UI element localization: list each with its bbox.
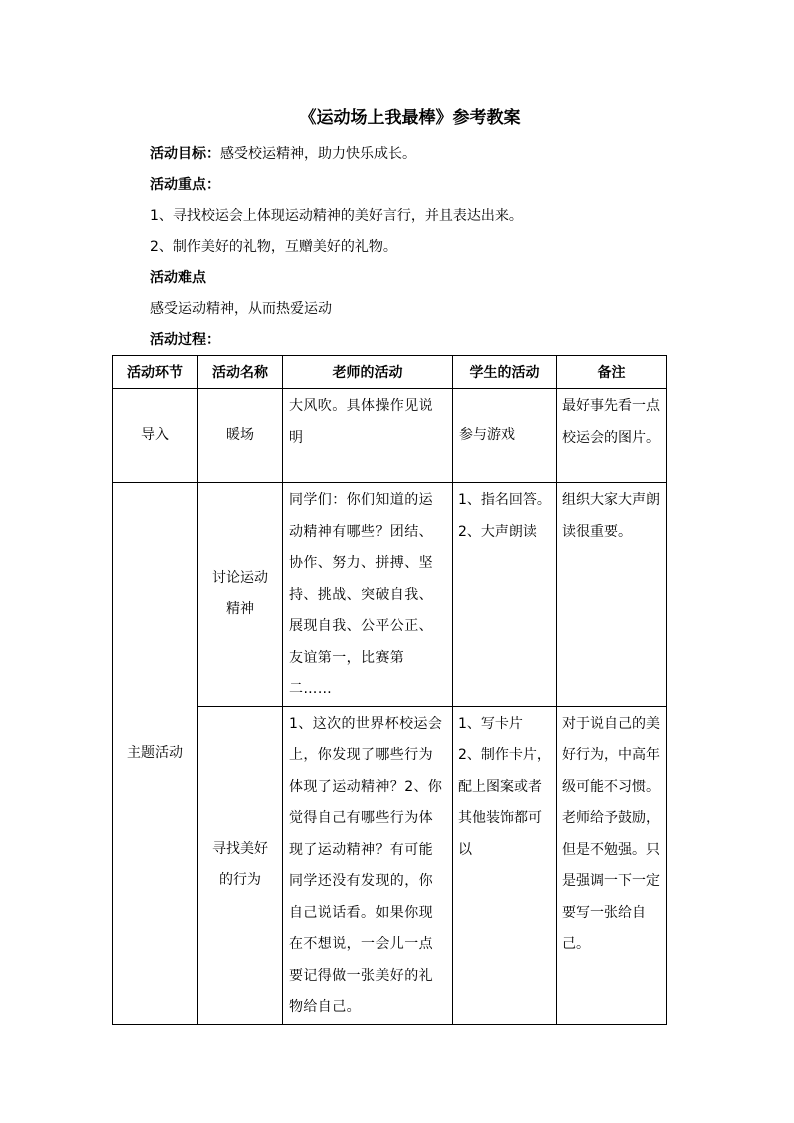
row3-name-text: 寻找美好的行为 xyxy=(212,840,268,888)
header-student: 学生的活动 xyxy=(453,356,557,389)
row3-student-line-1: 1、写卡片 xyxy=(458,715,523,732)
goal-label: 活动目标： xyxy=(150,146,220,162)
table-header-row xyxy=(113,356,667,389)
row2-student-line-1: 1、指名回答。 xyxy=(458,492,551,508)
row1-teacher: 大风吹。具体操作见说明 xyxy=(283,389,453,483)
goal-line xyxy=(150,143,416,165)
row3-note: 对于说自己的美好行为，中高年级可能不习惯。老师给予鼓励，但是不勉强。只是强调一下一定要写一张给自己。 xyxy=(557,706,667,1024)
row1-student-text: 参与游戏 xyxy=(459,426,515,443)
header-name: 活动名称 xyxy=(198,356,283,389)
row2-stage xyxy=(113,483,198,1025)
row3-student xyxy=(453,706,557,1024)
row1-stage xyxy=(113,389,198,483)
row2-name-text: 讨论运动精神 xyxy=(212,569,268,618)
header-teacher: 老师的活动 xyxy=(283,356,453,389)
difficulty-label: 活动难点 xyxy=(150,270,206,286)
row2-student-line-2: 2、大声朗读 xyxy=(458,523,537,540)
row1-student xyxy=(453,389,557,483)
activity-table xyxy=(112,355,667,1025)
process-label: 活动过程： xyxy=(150,332,220,348)
focus-item-1: 1、寻找校运会上体现运动精神的美好言行，并且表达出来。 xyxy=(150,208,523,224)
row3-teacher: 1、这次的世界杯校运会上，你发现了哪些行为体现了运动精神？2、你觉得自己有哪些行为体现了运动精神？有可能同学还没有发现的，你自己说话看。如果你现在不想说，一会儿一点要记得做一张美好的礼物给自己。 xyxy=(283,706,453,1024)
focus-item-2: 2、制作美好的礼物，互赠美好的礼物。 xyxy=(150,239,397,255)
row2-note: 组织大家大声朗读很重要。 xyxy=(557,483,667,707)
row2-name xyxy=(198,483,283,707)
row1-stage-text: 导入 xyxy=(141,426,169,443)
focus-label: 活动重点： xyxy=(150,177,220,193)
row2-stage-text: 主题活动 xyxy=(127,744,183,761)
row1-note: 最好事先看一点校运会的图片。 xyxy=(557,389,667,483)
header-stage: 活动环节 xyxy=(113,356,198,389)
goal-text: 感受校运精神，助力快乐成长。 xyxy=(220,146,416,162)
row2-student xyxy=(453,483,557,707)
table-row xyxy=(113,483,667,707)
row1-name-text: 暖场 xyxy=(226,426,254,443)
row1-name xyxy=(198,389,283,483)
difficulty-text: 感受运动精神，从而热爱运动 xyxy=(150,301,332,317)
row3-name xyxy=(198,706,283,1024)
header-note: 备注 xyxy=(557,356,667,389)
row3-student-line-2: 2、制作卡片，配上图案或者其他装饰都可以 xyxy=(458,747,551,858)
table-row xyxy=(113,389,667,483)
row2-teacher: 同学们：你们知道的运动精神有哪些？团结、协作、努力、拼搏、坚持、挑战、突破自我、展现自我、公平公正、友谊第一，比赛第二…… xyxy=(283,483,453,707)
page-title: 《运动场上我最棒》参考教案 xyxy=(299,108,521,128)
